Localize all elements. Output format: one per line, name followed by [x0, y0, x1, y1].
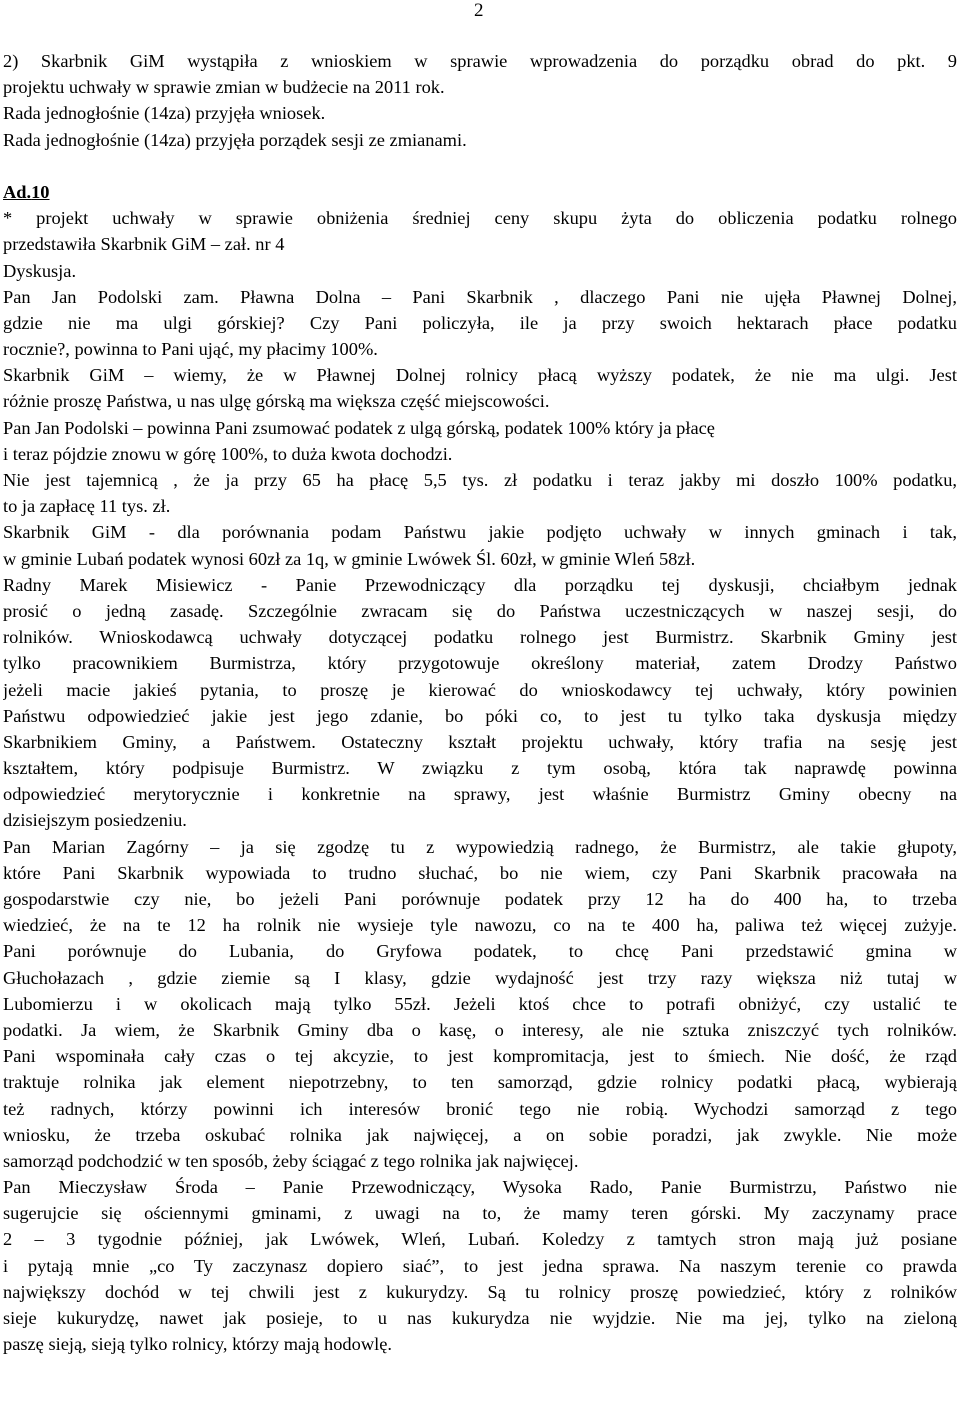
text-line: 2 – 3 tygodnie później, jak Lwówek, Wleń, Lubań. Koledzy z tamtych stron mają już posiane [3, 1229, 957, 1250]
text-line: sugerujcie się ościennymi gminami, z uwagi na to, że mamy teren górski. My zaczynamy prace [3, 1203, 957, 1224]
text-line: Pan Marian Zagórny – ja się zgodzę tu z wypowiedzią radnego, że Burmistrz, ale takie głupoty, [3, 836, 957, 857]
ad-10-line-3: Dyskusja. [3, 260, 77, 281]
text-line: Pani porównuje do Lubania, do Gryfowa podatek, to chcę Pani przedstawić gmina w [3, 941, 957, 962]
text-line: Pan Jan Podolski – powinna Pani zsumować podatek z ulgą górską, podatek 100% który ja płacę [3, 417, 715, 438]
text-line: wiedzieć, że na te 12 ha rolnik nie wysieje tyle nawozu, co na te 400 ha, paliwa też więcej zużyje. [3, 915, 957, 936]
text-line: rolników. Wnioskodawcą uchwały dotyczącej podatku rolnego jest Burmistrz. Skarbnik Gminy jest [3, 627, 957, 648]
text-line: największy dochód w tej chwili jest z kukurydzy. Są tu rolnicy proszę powiedzieć, który z rolników [3, 1281, 957, 1302]
text-line: samorząd podchodzić w ten sposób, żeby ściągać z tego rolnika jak najwięcej. [3, 1150, 579, 1171]
text-line: Głuchołazach , gdzie ziemie są I klasy, gdzie wydajność jest trzy razy większa niż tutaj w [3, 967, 957, 988]
text-line: Lubomierzu i w okolicach mają tylko 55zł. Jeżeli ktoś chce to potrafi obniżyć, czy ustalić te [3, 993, 957, 1014]
text-line: wniosku, że trzeba oskubać rolnika jak najwięcej, a on sobie poradzi, jak zwykle. Nie może [3, 1124, 957, 1145]
text-line: prosić o jedną zasadę. Szczególnie zwracam się do Państwa uczestniczących w naszej sesji, do [3, 600, 957, 621]
text-line: sieje kukurydzę, nawet jak posieje, to u nas kukurydza nie wyjdzie. Nie ma jej, tylko na zieloną [3, 1308, 957, 1328]
text-line: Skarbnik GiM - dla porównania podam Państwu jakie podjęto uchwały w innych gminach i tak, [3, 522, 957, 543]
discussion-block [3, 284, 957, 1358]
text-line: różnie proszę Państwa, u nas ulgę górską ma większa część miejscowości. [3, 391, 550, 412]
text-line: jeżeli macie jakieś pytania, to proszę je kierować do wnioskodawcy tej uchwały, który powinien [3, 679, 957, 700]
text-line: gdzie nie ma ulgi górskiej? Czy Pani policzyła, ile ja przy swoich hektarach płace podatku [3, 312, 957, 333]
page-number: 2 [474, 0, 484, 21]
text-line: Pan Jan Podolski zam. Pławna Dolna – Pani Skarbnik , dlaczego Pani nie ujęła Pławnej Dolnej, [3, 286, 957, 307]
text-line: które Pani Skarbnik wypowiada to trudno słuchać, bo nie wiem, czy Pani Skarbnik pracowała na [3, 862, 957, 883]
ad-10-heading-prefix: Ad. [3, 181, 32, 202]
item-2-line-4: Rada jednogłośnie (14za) przyjęła porządek sesji ze zmianami. [3, 129, 467, 150]
text-line: dzisiejszym posiedzeniu. [3, 810, 187, 831]
ad-10-heading-number: 10 [31, 181, 50, 202]
ad-10-line-2: przedstawiła Skarbnik GiM – zał. nr 4 [3, 234, 285, 255]
text-line: gospodarstwie czy nie, bo jeżeli Pani porównuje podatek przy 12 ha do 400 ha, to trzeba [3, 889, 957, 909]
ad-10-block [3, 179, 957, 284]
ad-10-line-1: * projekt uchwały w sprawie obniżenia średniej ceny skupu żyta do obliczenia podatku rolnego [3, 208, 957, 229]
text-line: Państwu odpowiedzieć jakie jest jego zdanie, bo póki co, to jest tu tylko taka dyskusja między [3, 705, 957, 726]
text-line: kształtem, który podpisuje Burmistrz. W związku z tym osobą, która tak naprawdę powinna [3, 758, 957, 779]
text-line: Pan Mieczysław Środa – Panie Przewodniczący, Wysoka Rado, Panie Burmistrzu, Państwo nie [3, 1177, 957, 1198]
item-2-line-3: Rada jednogłośnie (14za) przyjęła wniosek. [3, 103, 326, 124]
item-2-line-1: 2) Skarbnik GiM wystąpiła z wnioskiem w sprawie wprowadzenia do porządku obrad do pkt. 9 [3, 51, 957, 71]
ad-10-heading [3, 179, 957, 205]
text-line: rocznie?, powinna to Pani ująć, my płacimy 100%. [3, 339, 378, 360]
text-line: traktuje rolnika jak element niepotrzebny, to ten samorząd, gdzie rolnicy podatki płacą, wybierają [3, 1072, 957, 1093]
text-line: też radnych, którzy powinni ich interesów bronić tego nie robią. Wychodzi samorząd z tego [3, 1098, 957, 1119]
document-body [3, 48, 957, 1357]
text-line: podatki. Ja wiem, że Skarbnik Gminy dba o kasę, o interesy, ale nie sztuka zniszczyć tych rolników. [3, 1019, 957, 1040]
text-line: paszę sieją, sieją tylko rolnicy, którzy mają hodowlę. [3, 1334, 392, 1355]
spacer [3, 153, 957, 179]
text-line: to ja zapłacę 11 tys. zł. [3, 496, 171, 517]
text-line: odpowiedzieć merytorycznie i konkretnie na sprawy, jest właśnie Burmistrz Gminy obecny na [3, 784, 957, 805]
text-line: Radny Marek Misiewicz - Panie Przewodniczący dla porządku tej dyskusji, chciałbym jednak [3, 574, 957, 595]
item-2-line-2: projektu uchwały w sprawie zmian w budżecie na 2011 rok. [3, 77, 445, 98]
text-line: Pani wspominała cały czas o tej akcyzie, to jest kompromitacja, jest to śmiech. Nie dość, że rząd [3, 1046, 957, 1067]
text-line: i pytają mnie „co Ty zaczynasz dopiero siać”, to jest jedna sprawa. Na naszym terenie co prawda [3, 1255, 957, 1276]
item-2-block [3, 48, 957, 153]
text-line: tylko pracownikiem Burmistrza, który przygotowuje określony materiał, zatem Drodzy Państwo [3, 653, 957, 674]
text-line: Skarbnik GiM – wiemy, że w Pławnej Dolnej rolnicy płacą wyższy podatek, że nie ma ulgi. Jest [3, 365, 957, 386]
text-line: Skarbnikiem Gminy, a Państwem. Ostateczny kształt projektu uchwały, który trafia na sesję jest [3, 731, 957, 752]
text-line: w gminie Lubań podatek wynosi 60zł za 1q, w gminie Lwówek Śl. 60zł, w gminie Wleń 58zł. [3, 548, 696, 569]
text-line: Nie jest tajemnicą , że ja przy 65 ha płacę 5,5 tys. zł podatku i teraz jakby mi doszło 100% podatku, [3, 470, 957, 490]
text-line: i teraz pójdzie znowu w górę 100%, to duża kwota dochodzi. [3, 443, 453, 464]
